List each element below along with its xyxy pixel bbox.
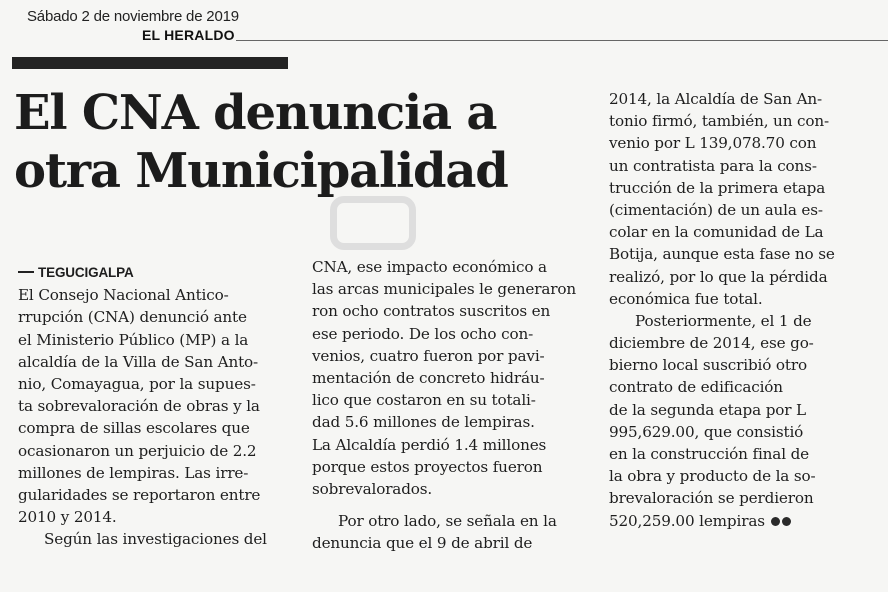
text-line: contrato de edificación (609, 378, 783, 397)
text-line: CNA, ese impacto económico a (312, 258, 547, 276)
text-line: venios, cuatro fueron por pavi- (312, 346, 545, 365)
article-column-3 (609, 88, 877, 532)
text-line: 2014, la Alcaldía de San An- (609, 90, 823, 108)
article-column-1 (18, 262, 298, 550)
text-line: gularidades se reportaron entre (18, 485, 261, 504)
text-line: nio, Comayagua, por la supues- (18, 374, 256, 393)
column-1-paragraph-1 (18, 284, 298, 528)
text-line: económica fue total. (609, 289, 763, 308)
article-column-2 (312, 256, 594, 554)
text-line: alcaldía de la Villa de San Anto- (18, 352, 259, 371)
column-2-paragraph-1 (312, 256, 594, 500)
text-line: ta sobrevaloración de obras y la (18, 397, 260, 416)
text-line: Botija, aunque esta fase no se (609, 245, 835, 264)
text-line: mentación de concreto hidráu- (312, 368, 545, 387)
column-3-paragraph-2 (609, 310, 877, 532)
text-line: en la construcción final de (609, 445, 809, 463)
text-line: colar en la comunidad de La (609, 223, 824, 242)
headline (14, 84, 604, 200)
dateline-text: TEGUCIGALPA (38, 265, 134, 280)
text-line: 520,259.00 lempiras (609, 510, 877, 532)
headline-line-2: otra Municipalidad (14, 143, 508, 199)
text-line: Según las investigaciones del (44, 530, 267, 549)
section-bar (12, 57, 288, 69)
text-line: denuncia que el 9 de abril de (312, 534, 533, 553)
newspaper-name: EL HERALDO (142, 27, 235, 43)
text-line: realizó, por lo que la pérdida (609, 267, 828, 286)
column-2-paragraph-2 (312, 510, 594, 554)
text-line: ese periodo. De los ocho con- (312, 324, 534, 343)
bleed-through-logo (330, 196, 416, 250)
text-line: las arcas municipales le generaron (312, 280, 577, 299)
text-line: trucción de la primera etapa (609, 178, 826, 197)
text-line: rrupción (CNA) denunció ante (18, 308, 247, 327)
column-1-paragraph-2 (18, 528, 298, 550)
text-line: Por otro lado, se señala en la (338, 512, 557, 531)
text-line: millones de lempiras. Las irre- (18, 463, 249, 482)
text-line: 2010 y 2014. (18, 508, 117, 527)
text-line: tonio firmó, también, un con- (609, 112, 829, 131)
text-line: dad 5.6 millones de lempiras. (312, 413, 535, 432)
publication-date: Sábado 2 de noviembre de 2019 (27, 8, 239, 25)
text-line: la obra y producto de la so- (609, 467, 816, 486)
text-line: Posteriormente, el 1 de (635, 311, 812, 330)
headline-line-1: El CNA denuncia a (14, 85, 497, 141)
text-line: ron ocho contratos suscritos en (312, 302, 551, 321)
text-line: el Ministerio Público (MP) a la (18, 330, 249, 349)
text-line: sobrevalorados. (312, 479, 433, 498)
dateline (18, 262, 298, 284)
paragraph-gap (312, 500, 594, 510)
text-line: (cimentación) de un aula es- (609, 200, 823, 219)
text-line: ocasionaron un perjuicio de 2.2 (18, 441, 257, 460)
text-line: porque estos proyectos fueron (312, 457, 543, 476)
text-line: venio por L 139,078.70 con (609, 134, 817, 153)
dateline-dash (18, 271, 34, 273)
text-line: de la segunda etapa por L (609, 400, 806, 419)
text-line: La Alcaldía perdió 1.4 millones (312, 435, 547, 454)
header-rule (236, 40, 888, 41)
text-line: lico que costaron en su totali- (312, 391, 536, 410)
text-line: brevaloración se perdieron (609, 489, 814, 508)
text-line: El Consejo Nacional Antico- (18, 286, 229, 305)
text-line: bierno local suscribió otro (609, 356, 807, 375)
end-of-article-icon (771, 510, 793, 532)
text-line: un contratista para la cons- (609, 156, 817, 175)
text-line: 995,629.00, que consistió (609, 422, 804, 441)
text-line: diciembre de 2014, ese go- (609, 334, 814, 353)
text-line: compra de sillas escolares que (18, 419, 250, 438)
column-3-paragraph-1 (609, 88, 877, 310)
